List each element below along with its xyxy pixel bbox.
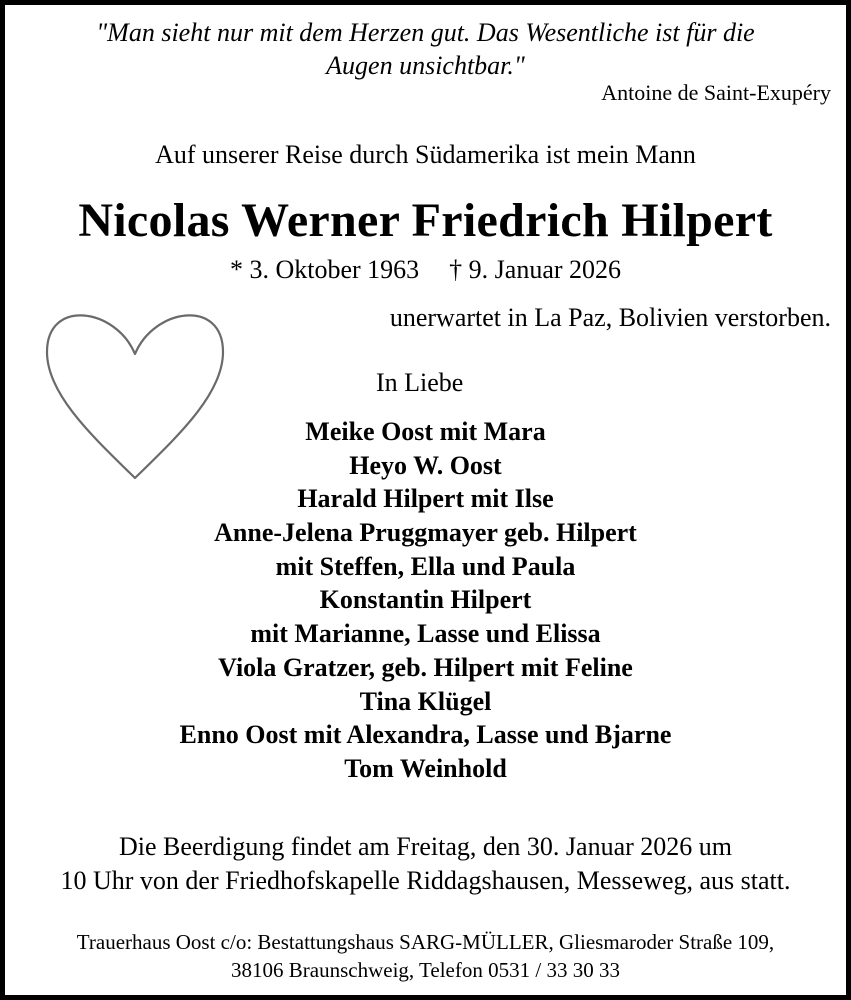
mourner-line: Harald Hilpert mit Ilse [297, 484, 554, 514]
mourner-line: Heyo W. Oost [349, 450, 502, 480]
birth-date: * 3. Oktober 1963 [229, 255, 420, 284]
funeral-line-1: Die Beerdigung findet am Freitag, den 30. Januar 2026 um [118, 832, 733, 861]
mourner-line: Meike Oost mit Mara [305, 417, 546, 446]
mourner-line: Tina Klügel [359, 686, 492, 716]
funeral-info [0, 830, 851, 898]
mourners-list [0, 415, 851, 786]
address-info [0, 928, 851, 984]
quote-line-1: "Man sieht nur mit dem Herzen gut. Das Wesentliche ist für die [96, 18, 755, 47]
quote-author: Antoine de Saint-Exupéry [601, 80, 831, 105]
death-date: † 9. Januar 2026 [449, 255, 622, 284]
address-line-2: 38106 Braunschweig, Telefon 0531 / 33 30 33 [231, 958, 620, 982]
intro-text: Auf unserer Reise durch Südamerika ist mein Mann [155, 140, 696, 169]
mourner-line: Anne-Jelena Pruggmayer geb. Hilpert [214, 518, 637, 548]
address-line-1: Trauerhaus Oost c/o: Bestattungshaus SARG-MÜLLER, Gliesmaroder Straße 109, [76, 930, 775, 954]
mourner-line: mit Steffen, Ella und Paula [275, 551, 576, 581]
mourner-line: mit Marianne, Lasse und Elissa [250, 619, 601, 649]
life-dates [0, 255, 851, 285]
mourner-line: Konstantin Hilpert [319, 585, 532, 615]
in-liebe-label: In Liebe [376, 368, 464, 397]
funeral-line-2: 10 Uhr von der Friedhofskapelle Riddagshausen, Messeweg, aus statt. [60, 866, 791, 895]
death-place: unerwartet in La Paz, Bolivien verstorben. [389, 303, 831, 332]
mourner-line: Enno Oost mit Alexandra, Lasse und Bjarne [179, 720, 672, 750]
mourner-line: Tom Weinhold [344, 753, 507, 783]
quote-line-2: Augen unsichtbar." [326, 51, 525, 80]
deceased-name: Nicolas Werner Friedrich Hilpert [78, 194, 773, 247]
mourner-line: Viola Gratzer, geb. Hilpert mit Feline [218, 652, 633, 682]
